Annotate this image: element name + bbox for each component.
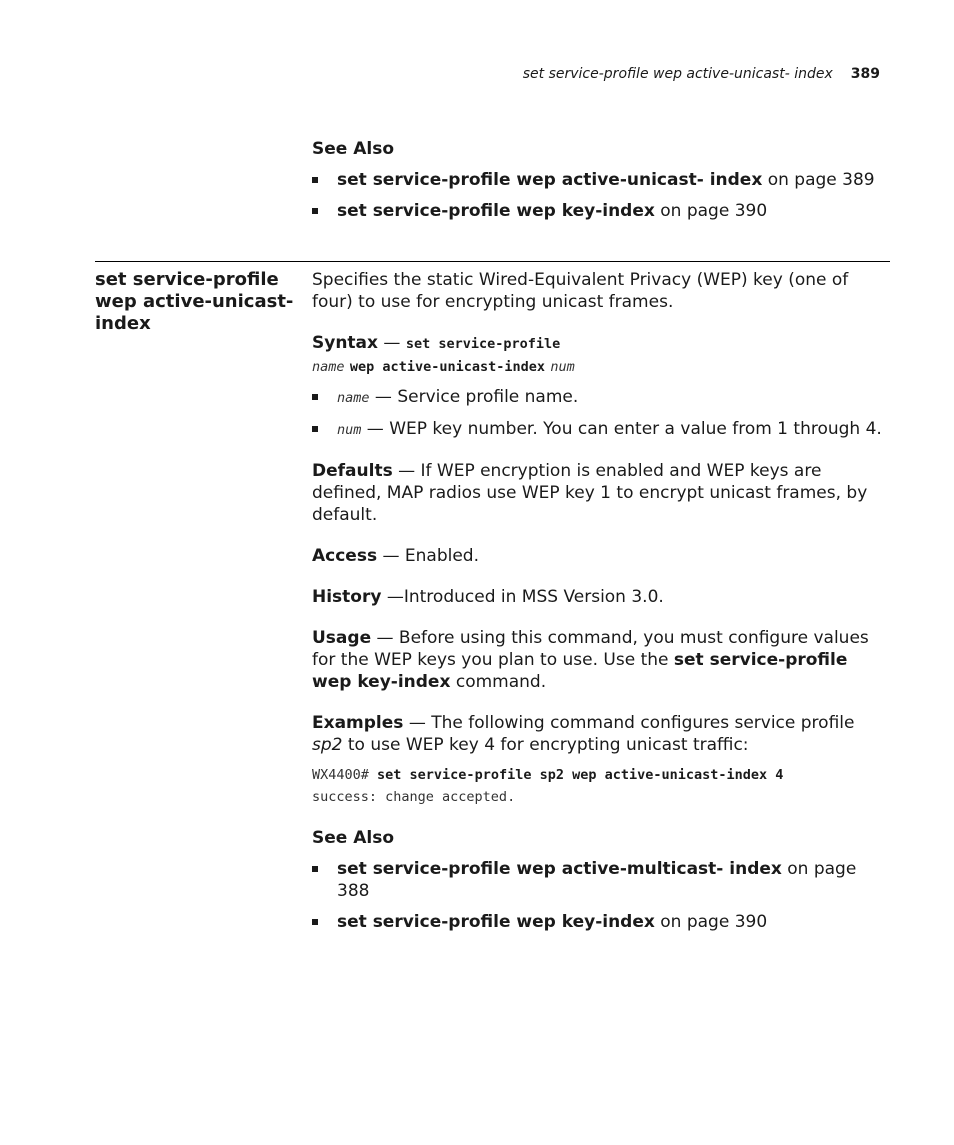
example-code-block <box>312 764 890 808</box>
param-desc: — WEP key number. You can enter a value from 1 through 4. <box>361 419 882 439</box>
list-item[interactable] <box>312 858 890 902</box>
see-also-list <box>312 858 890 933</box>
usage-text-end: command. <box>450 672 547 692</box>
section-body <box>312 269 890 933</box>
syntax-label: Syntax <box>312 333 378 353</box>
xref-page: on page 388 <box>337 859 857 901</box>
param-name: num <box>337 422 362 438</box>
xref-page: on page 390 <box>654 201 768 221</box>
examples-text-end: to use WEP key 4 for encrypting unicast traffic: <box>342 735 749 755</box>
see-also-heading: See Also <box>312 139 395 159</box>
history <box>312 586 890 608</box>
xref-command[interactable]: set service-profile wep key-index <box>337 201 655 221</box>
cli-command: set service-profile sp2 wep active-unicast-index 4 <box>377 767 784 783</box>
cli-output: success: change accepted. <box>312 789 516 805</box>
syntax-dash: — <box>378 333 406 353</box>
usage-text: — Before using this command, you must configure values for the WEP keys you plan to use. Use the <box>312 628 869 670</box>
description: Specifies the static Wired-Equivalent Privacy (WEP) key (one of four) to use for encrypting unicast frames. <box>312 270 849 312</box>
list-item[interactable] <box>312 200 892 222</box>
examples-label: Examples <box>312 713 404 733</box>
see-also-list <box>312 169 892 222</box>
section-divider <box>95 261 890 262</box>
cli-prompt: WX4400# <box>312 767 378 783</box>
param-name: name <box>337 390 370 406</box>
syntax <box>312 332 890 378</box>
defaults-text: — If WEP encryption is enabled and WEP keys are defined, MAP radios use WEP key 1 to encrypt unicast frames, by default. <box>312 461 868 525</box>
examples-profile: sp2 <box>312 735 343 755</box>
syntax-arg-num: num <box>550 359 575 375</box>
list-item <box>312 386 890 409</box>
xref-page: on page 389 <box>762 170 875 190</box>
section-title: set service-profile wep active-unicast- index <box>95 269 294 334</box>
params-list <box>312 386 890 441</box>
access <box>312 545 890 567</box>
xref-command[interactable]: set service-profile wep active-multicast- index <box>337 859 782 879</box>
syntax-arg-name: name <box>312 359 345 375</box>
page-number: 389 <box>850 66 880 82</box>
usage-command: set service-profile wep key-index <box>312 650 848 692</box>
syntax-line1: set service-profile <box>405 336 561 352</box>
usage-label: Usage <box>312 628 372 648</box>
access-label: Access <box>312 546 378 566</box>
list-item[interactable] <box>312 911 890 933</box>
xref-command[interactable]: set service-profile wep active-unicast- index <box>337 170 763 190</box>
param-desc: — Service profile name. <box>369 387 579 407</box>
defaults-label: Defaults <box>312 461 393 481</box>
syntax-line2: wep active-unicast-index <box>349 359 545 375</box>
xref-page: on page 390 <box>654 912 768 932</box>
access-text: — Enabled. <box>377 546 479 566</box>
defaults <box>312 460 890 526</box>
example-command-line <box>312 764 890 786</box>
examples-text: — The following command configures service profile <box>403 713 855 733</box>
history-label: History <box>312 587 382 607</box>
see-also-heading: See Also <box>312 828 395 848</box>
xref-command[interactable]: set service-profile wep key-index <box>337 912 655 932</box>
usage <box>312 627 890 693</box>
list-item <box>312 418 890 441</box>
running-header <box>523 66 880 82</box>
history-text: —Introduced in MSS Version 3.0. <box>381 587 664 607</box>
running-header-title: set service-profile wep active-unicast- index <box>522 66 833 82</box>
see-also-top <box>312 138 892 222</box>
examples <box>312 712 890 756</box>
list-item[interactable] <box>312 169 892 191</box>
